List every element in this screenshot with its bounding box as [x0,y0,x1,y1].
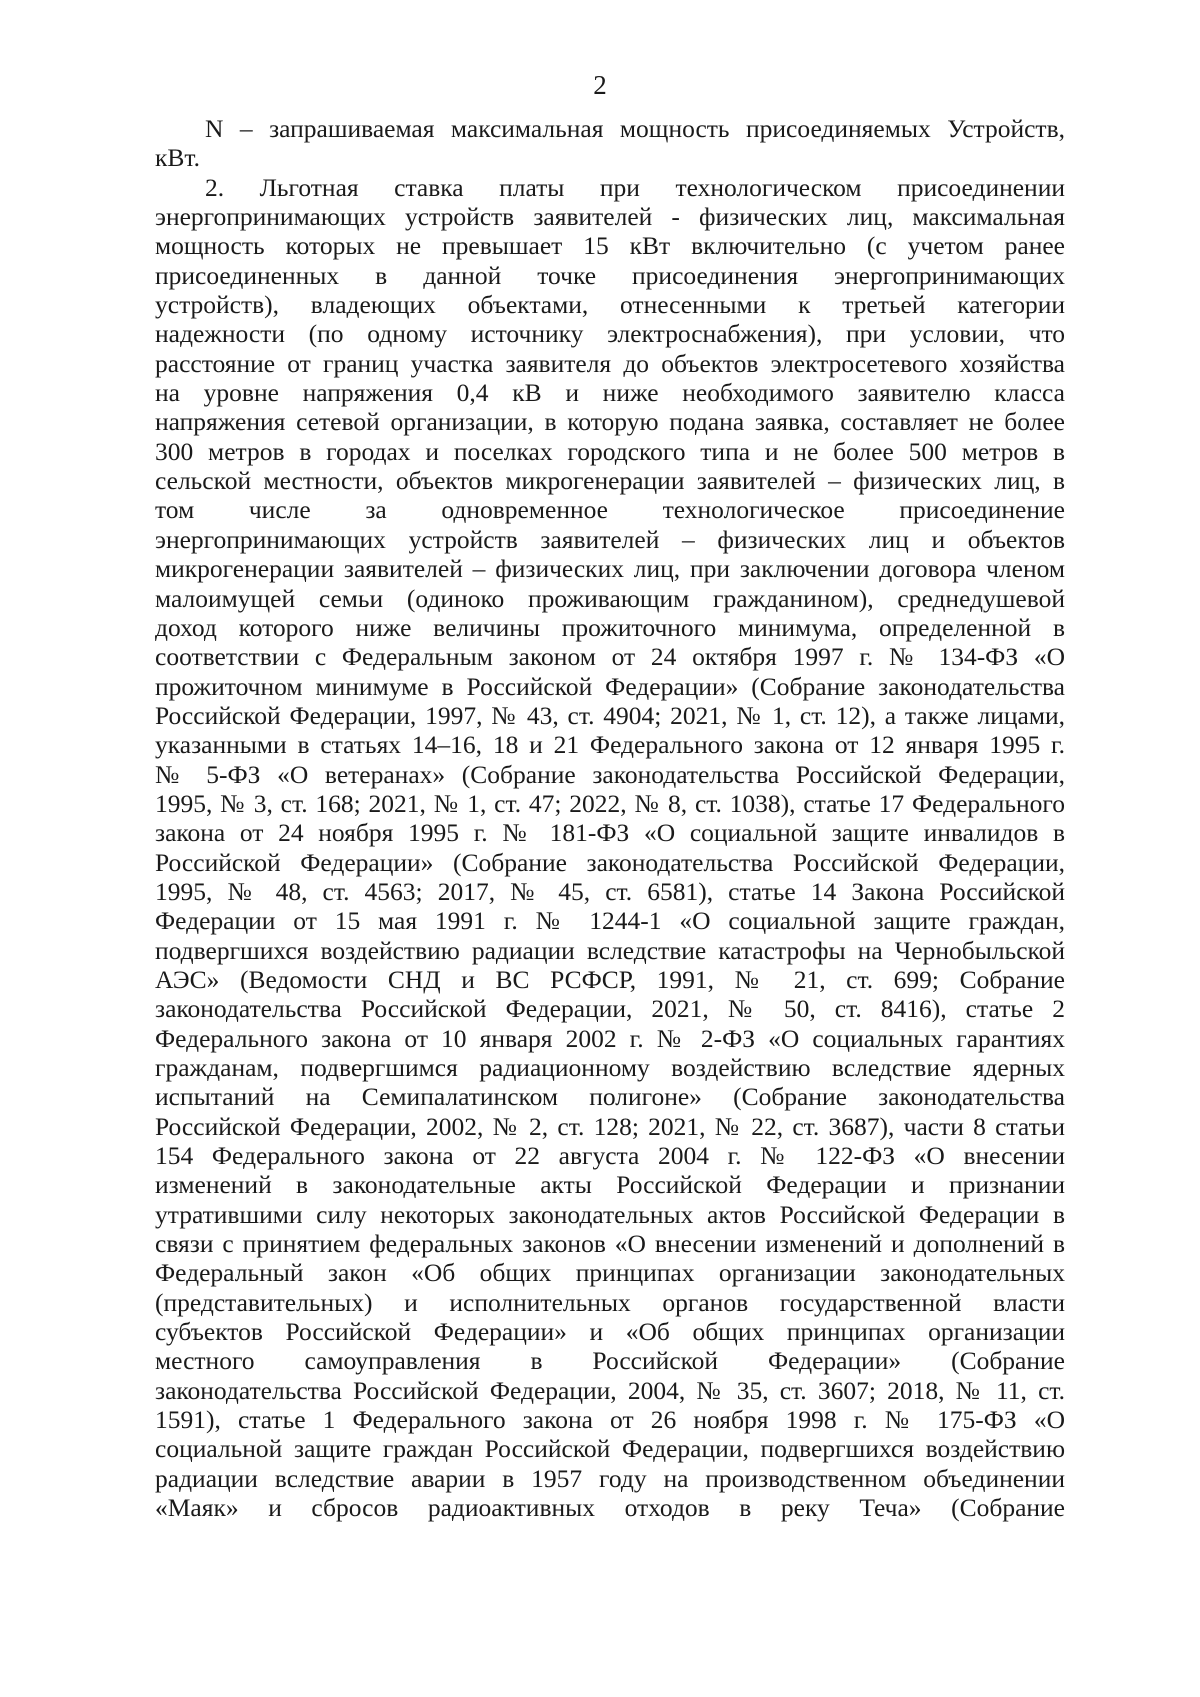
text-line: надежности (по одному источнику электроснабжения), при условии, что [155,319,1065,349]
text-line: энергопринимающих устройств заявителей - физических лиц, максимальная [155,202,1065,232]
text-line: присоединенных в данной точке присоединения энергопринимающих [155,260,1065,290]
text-line: указанными в статьях 14–16, 18 и 21 Федерального закона от 12 января 1995 г. [155,730,1065,760]
text-line: 1995, № 3, ст. 168; 2021, № 1, ст. 47; 2022, № 8, ст. 1038), статье 17 Федерального [155,788,1065,818]
text-line: утратившими силу некоторых законодательных актов Российской Федерации в [155,1199,1065,1229]
text-line: изменений в законодательные акты Российской Федерации и признании [155,1170,1065,1200]
text-line: расстояние от границ участка заявителя до объектов электросетевого хозяйства [155,348,1065,378]
text-line: Российской Федерации, 1997, № 43, ст. 4904; 2021, № 1, ст. 12), а также лицами, [155,700,1065,730]
text-line: испытаний на Семипалатинском полигоне» (Собрание законодательства [155,1082,1065,1112]
text-line: Федерального закона от 10 января 2002 г. № 2-ФЗ «О социальных гарантиях [155,1023,1065,1053]
text-line: 154 Федерального закона от 22 августа 2004 г. № 122-ФЗ «О внесении [155,1141,1065,1171]
text-line: радиации вследствие аварии в 1957 году на производственном объединении [155,1463,1065,1493]
text-line: мощность которых не превышает 15 кВт включительно (с учетом ранее [155,231,1065,261]
text-line: напряжения сетевой организации, в которую подана заявка, составляет не более [155,407,1065,437]
text-line: доход которого ниже величины прожиточного минимума, определенной в [155,612,1065,642]
text-line: устройств), владеющих объектами, отнесенными к третьей категории [155,290,1065,320]
text-line: 1995, № 48, ст. 4563; 2017, № 45, ст. 6581), статье 14 Закона Российской [155,876,1065,906]
text-line: (представительных) и исполнительных органов государственной власти [155,1287,1065,1317]
text-line: законодательства Российской Федерации, 2004, № 35, ст. 3607; 2018, № 11, ст. [155,1375,1065,1405]
text-line: 2. Льготная ставка платы при технологическом присоединении [205,172,1065,202]
text-line: местного самоуправления в Российской Федерации» (Собрание [155,1346,1065,1376]
text-line: 1591), статье 1 Федерального закона от 26 ноября 1998 г. № 175-ФЗ «О [155,1405,1065,1435]
text-line: прожиточном минимуме в Российской Федерации» (Собрание законодательства [155,671,1065,701]
page-number: 2 [593,70,607,100]
text-line: социальной защите граждан Российской Федерации, подвергшихся воздействию [155,1434,1065,1464]
text-line: 300 метров в городах и поселках городского типа и не более 500 метров в [155,436,1065,466]
text-line: микрогенерации заявителей – физических лиц, при заключении договора членом [155,554,1065,584]
text-line: N – запрашиваемая максимальная мощность присоединяемых Устройств, [205,114,1065,143]
text-line: гражданам, подвергшимся радиационному воздействию вследствие ядерных [155,1053,1065,1082]
text-line: связи с принятием федеральных законов «О внесении изменений и дополнений в [155,1229,1065,1259]
text-line: энергопринимающих устройств заявителей – физических лиц и объектов [155,524,1065,554]
text-line: Российской Федерации, 2002, № 2, ст. 128; 2021, № 22, ст. 3687), части 8 статьи [155,1111,1065,1141]
text-line: Российской Федерации» (Собрание законодательства Российской Федерации, [155,847,1065,877]
text-line: закона от 24 ноября 1995 г. № 181-ФЗ «О социальной защите инвалидов в [155,818,1065,848]
text-line: том числе за одновременное технологическое присоединение [155,495,1065,525]
text-line: сельской местности, объектов микрогенерации заявителей – физических лиц, в [155,466,1065,496]
text-line: субъектов Российской Федерации» и «Об общих принципах организации [155,1317,1065,1347]
document-body [155,114,1065,1523]
text-line: малоимущей семьи (одиноко проживающим гражданином), среднедушевой [155,583,1065,613]
text-line: АЭС» (Ведомости СНД и ВС РСФСР, 1991, № 21, ст. 699; Собрание [155,964,1065,994]
text-line: законодательства Российской Федерации, 2021, № 50, ст. 8416), статье 2 [155,994,1065,1024]
text-line: соответствии с Федеральным законом от 24 октября 1997 г. № 134-ФЗ «О [155,642,1065,672]
text-line: подвергшихся воздействию радиации вследствие катастрофы на Чернобыльской [155,935,1065,965]
text-line: кВт. [155,143,200,173]
text-line: Федеральный закон «Об общих принципах организации законодательных [155,1258,1065,1288]
text-line: на уровне напряжения 0,4 кВ и ниже необходимого заявителю класса [155,378,1065,408]
text-line: Федерации от 15 мая 1991 г. № 1244-1 «О социальной защите граждан, [155,906,1065,936]
text-line: «Маяк» и сбросов радиоактивных отходов в реку Теча» (Собрание [155,1493,1065,1523]
text-line: № 5-ФЗ «О ветеранах» (Собрание законодательства Российской Федерации, [155,759,1065,789]
